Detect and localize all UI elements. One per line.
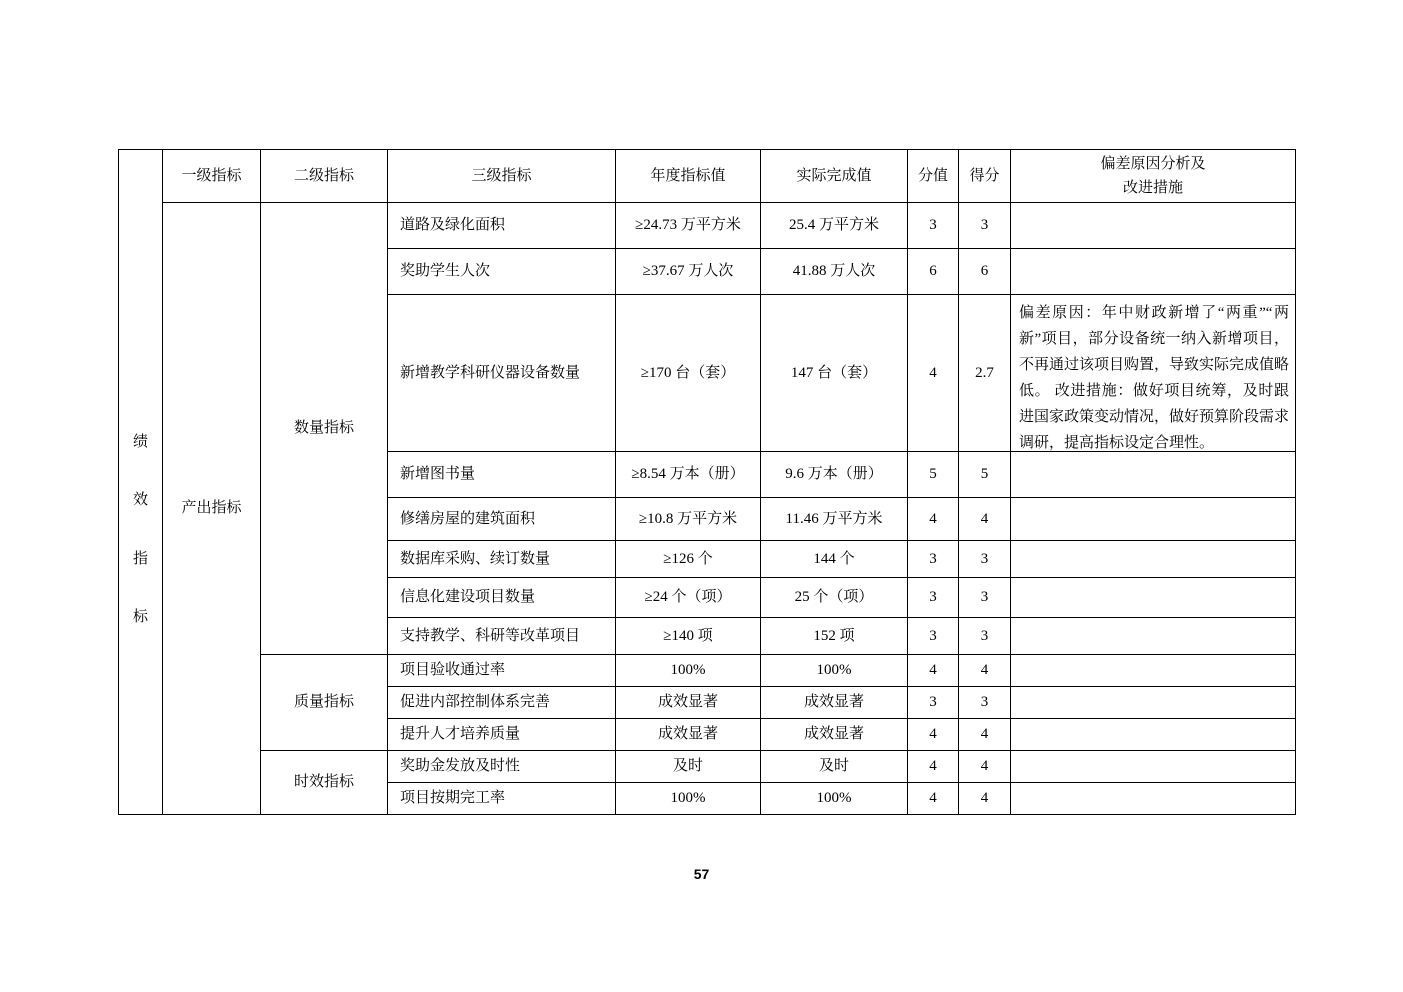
side-label-char: 指 xyxy=(132,550,148,567)
points-cell: 5 xyxy=(959,452,1011,498)
score-cell: 4 xyxy=(908,783,959,815)
deviation-cell xyxy=(1011,751,1296,783)
deviation-cell xyxy=(1011,655,1296,687)
side-label-char: 绩 xyxy=(132,434,148,450)
score-cell: 4 xyxy=(908,751,959,783)
target-cell: ≥37.67 万人次 xyxy=(616,249,761,295)
points-cell: 3 xyxy=(959,618,1011,655)
score-cell: 3 xyxy=(908,687,959,719)
target-cell: 100% xyxy=(616,655,761,687)
deviation-cell xyxy=(1011,249,1296,295)
actual-cell: 25 个（项） xyxy=(761,578,908,618)
header-deviation-analysis xyxy=(1011,150,1296,203)
indicator-cell: 奖助学生人次 xyxy=(388,249,616,295)
actual-cell: 100% xyxy=(761,783,908,815)
header-level2-indicator: 二级指标 xyxy=(261,150,388,203)
actual-cell: 41.88 万人次 xyxy=(761,249,908,295)
header-points: 得分 xyxy=(959,150,1011,203)
deviation-cell xyxy=(1011,578,1296,618)
target-cell: ≥126 个 xyxy=(616,541,761,578)
header-annual-target: 年度指标值 xyxy=(616,150,761,203)
deviation-cell xyxy=(1011,783,1296,815)
target-cell: ≥140 项 xyxy=(616,618,761,655)
target-cell: 成效显著 xyxy=(616,687,761,719)
indicator-cell: 项目按期完工率 xyxy=(388,783,616,815)
points-cell: 3 xyxy=(959,687,1011,719)
deviation-cell xyxy=(1011,452,1296,498)
score-cell: 4 xyxy=(908,719,959,751)
actual-cell: 147 台（套） xyxy=(761,295,908,452)
deviation-cell: 偏差原因：年中财政新增了“两重”“两新”项目，部分设备统一纳入新增项目，不再通过该项目购置，导致实际完成值略低。 改进措施：做好项目统筹，及时跟进国家政策变动情况，做好预算阶段需求调研，提高指标设定合理性。 xyxy=(1011,295,1296,452)
deviation-cell xyxy=(1011,541,1296,578)
indicator-cell: 道路及绿化面积 xyxy=(388,203,616,249)
performance-indicator-table xyxy=(118,149,1296,815)
score-cell: 3 xyxy=(908,203,959,249)
target-cell: 成效显著 xyxy=(616,719,761,751)
header-actual-value: 实际完成值 xyxy=(761,150,908,203)
points-cell: 2.7 xyxy=(959,295,1011,452)
level2-group-timeliness: 时效指标 xyxy=(261,751,388,815)
actual-cell: 成效显著 xyxy=(761,719,908,751)
target-cell: ≥24 个（项） xyxy=(616,578,761,618)
target-cell: ≥170 台（套） xyxy=(616,295,761,452)
actual-cell: 及时 xyxy=(761,751,908,783)
deviation-cell xyxy=(1011,687,1296,719)
score-cell: 3 xyxy=(908,541,959,578)
indicator-cell: 新增教学科研仪器设备数量 xyxy=(388,295,616,452)
deviation-cell xyxy=(1011,618,1296,655)
header-level3-indicator: 三级指标 xyxy=(388,150,616,203)
indicator-cell: 项目验收通过率 xyxy=(388,655,616,687)
points-cell: 4 xyxy=(959,719,1011,751)
actual-cell: 152 项 xyxy=(761,618,908,655)
indicator-cell: 修缮房屋的建筑面积 xyxy=(388,498,616,541)
score-cell: 3 xyxy=(908,578,959,618)
side-label-char: 标 xyxy=(132,608,148,625)
header-deviation-line2: 改进措施 xyxy=(1122,180,1183,196)
score-cell: 5 xyxy=(908,452,959,498)
target-cell: ≥10.8 万平方米 xyxy=(616,498,761,541)
points-cell: 3 xyxy=(959,541,1011,578)
actual-cell: 9.6 万本（册） xyxy=(761,452,908,498)
indicator-cell: 提升人才培养质量 xyxy=(388,719,616,751)
side-label-char: 效 xyxy=(132,492,148,509)
deviation-cell xyxy=(1011,498,1296,541)
target-cell: 及时 xyxy=(616,751,761,783)
page-number: 57 xyxy=(693,866,710,882)
points-cell: 4 xyxy=(959,783,1011,815)
points-cell: 6 xyxy=(959,249,1011,295)
score-cell: 4 xyxy=(908,498,959,541)
header-deviation-line1: 偏差原因分析及 xyxy=(1100,156,1206,172)
side-label-performance-indicators xyxy=(119,150,163,815)
points-cell: 3 xyxy=(959,203,1011,249)
level1-value-output-indicator: 产出指标 xyxy=(163,203,261,815)
actual-cell: 100% xyxy=(761,655,908,687)
header-score-value: 分值 xyxy=(908,150,959,203)
indicator-cell: 数据库采购、续订数量 xyxy=(388,541,616,578)
actual-cell: 11.46 万平方米 xyxy=(761,498,908,541)
score-cell: 4 xyxy=(908,655,959,687)
level2-group-quantity: 数量指标 xyxy=(261,203,388,655)
target-cell: ≥24.73 万平方米 xyxy=(616,203,761,249)
actual-cell: 25.4 万平方米 xyxy=(761,203,908,249)
target-cell: ≥8.54 万本（册） xyxy=(616,452,761,498)
deviation-cell xyxy=(1011,203,1296,249)
header-level1-indicator: 一级指标 xyxy=(163,150,261,203)
points-cell: 4 xyxy=(959,498,1011,541)
score-cell: 3 xyxy=(908,618,959,655)
level2-group-quality: 质量指标 xyxy=(261,655,388,751)
deviation-cell xyxy=(1011,719,1296,751)
points-cell: 3 xyxy=(959,578,1011,618)
score-cell: 6 xyxy=(908,249,959,295)
actual-cell: 144 个 xyxy=(761,541,908,578)
indicator-cell: 新增图书量 xyxy=(388,452,616,498)
points-cell: 4 xyxy=(959,655,1011,687)
indicator-cell: 支持教学、科研等改革项目 xyxy=(388,618,616,655)
points-cell: 4 xyxy=(959,751,1011,783)
score-cell: 4 xyxy=(908,295,959,452)
target-cell: 100% xyxy=(616,783,761,815)
indicator-cell: 奖助金发放及时性 xyxy=(388,751,616,783)
indicator-cell: 促进内部控制体系完善 xyxy=(388,687,616,719)
actual-cell: 成效显著 xyxy=(761,687,908,719)
indicator-cell: 信息化建设项目数量 xyxy=(388,578,616,618)
